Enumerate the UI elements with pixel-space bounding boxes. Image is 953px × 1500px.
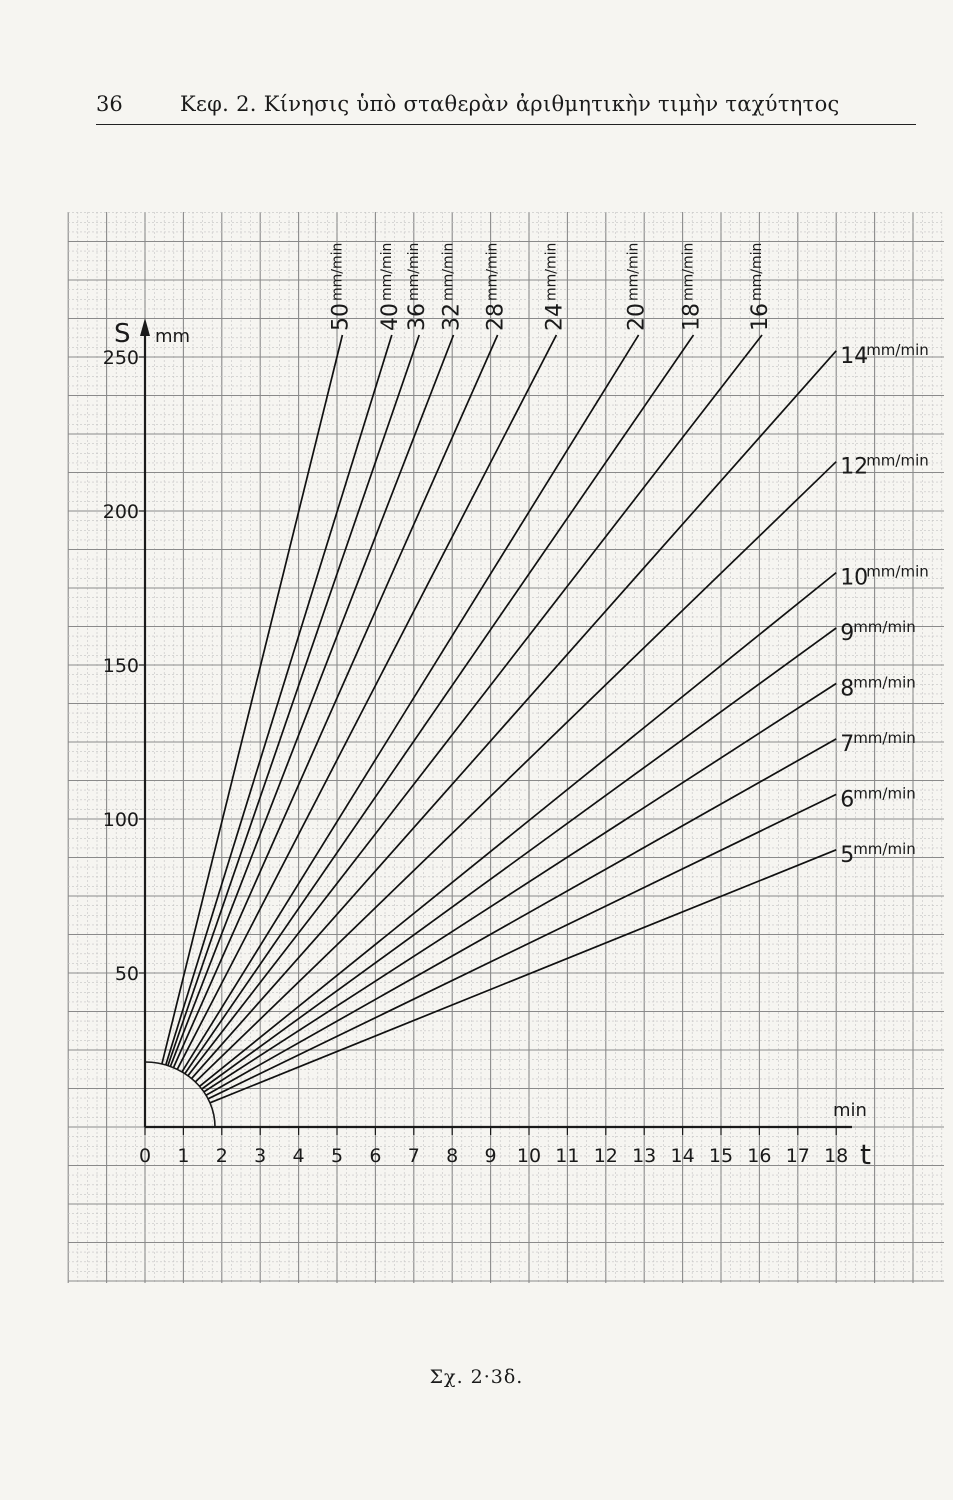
series-line-36 [168,335,419,1066]
x-tick-label: 6 [369,1145,382,1167]
series-label-36: 36 [405,303,431,331]
series-line-24 [177,335,556,1069]
series-label-group [484,243,509,331]
series-label-group [378,243,403,331]
series-unit-label: mm/min [543,242,560,301]
series-unit-label: mm/min [853,728,916,747]
series-label-18: 18 [679,303,705,331]
x-tick-label: 16 [747,1145,772,1167]
x-tick-label: 3 [254,1145,267,1167]
series-unit-label: mm/min [440,242,457,301]
series-unit-label: mm/min [749,242,765,301]
series-label-group [542,243,567,331]
page-heading: Κεφ. 2. Κίνησις ὑπὸ σταθερὰν ἀριθμητικὴν τιμὴν ταχύτητος [180,92,840,116]
series-label-7: 7 [840,731,855,757]
x-tick-label: 14 [670,1145,695,1167]
page-number: 36 [96,92,123,116]
x-tick-label: 0 [138,1145,152,1167]
x-tick-label: 17 [785,1145,810,1167]
series-label-14: 14 [840,343,869,369]
series-label-group [680,243,705,331]
series-unit-label: mm/min [625,242,642,301]
series-label-8: 8 [840,676,855,702]
x-tick-label: 1 [177,1145,190,1167]
x-tick-label: 4 [292,1145,305,1167]
series-unit-label: mm/min [329,242,346,301]
series-label-12: 12 [840,454,869,480]
series-unit-label: mm/min [406,242,423,301]
series-label-24: 24 [542,303,568,331]
y-tick-label: 150 [102,655,139,677]
x-tick-label: 11 [555,1145,580,1167]
series-line-9 [202,628,836,1089]
series-unit-label: mm/min [853,618,916,636]
series-unit-label: mm/min [680,242,697,301]
series-unit-label: mm/min [853,839,916,858]
x-tick-label: 2 [215,1145,228,1167]
series-line-6 [208,794,836,1098]
x-tick-label: 13 [632,1145,657,1167]
series-line-7 [206,739,836,1095]
figure-caption: Σχ. 2·3δ. [429,1366,524,1388]
series-label-20: 20 [624,303,650,331]
y-tick-label: 50 [114,963,139,985]
x-tick-label: 18 [824,1145,849,1167]
chart-grid [68,212,944,1283]
series-label-9: 9 [840,621,855,646]
series-line-16 [188,335,762,1076]
series-line-40 [166,335,392,1065]
series-label-group [405,243,430,331]
x-tick-label: 10 [516,1145,542,1167]
series-unit-label: mm/min [866,451,929,470]
series-label-6: 6 [840,787,855,813]
series-line-50 [162,335,343,1064]
series-label-32: 32 [439,303,465,331]
series-unit-label: mm/min [378,242,395,301]
y-tick-label: 200 [102,501,139,523]
chart-series-lines [162,335,836,1103]
x-tick-label: 5 [330,1145,344,1167]
series-label-28: 28 [483,303,509,331]
x-axis-unit: min [833,1100,867,1121]
series-label-group [440,243,465,331]
series-unit-label: mm/min [866,340,929,359]
chart-axes [114,318,871,1171]
series-label-group [328,243,353,331]
series-label-5: 5 [840,842,855,868]
y-axis-unit: mm [155,326,191,347]
x-tick-label: 9 [484,1145,497,1167]
series-unit-label: mm/min [484,242,501,301]
series-label-50: 50 [328,303,354,331]
x-tick-label: 8 [446,1145,459,1167]
y-axis-arrow [140,318,150,336]
y-axis-title: S [114,319,131,349]
series-label-group [625,243,650,331]
x-tick-label: 12 [593,1145,618,1167]
x-tick-label: 15 [708,1145,734,1167]
y-tick-label: 250 [102,347,139,369]
series-unit-label: mm/min [866,562,929,581]
series-label-40: 40 [377,303,403,331]
y-tick-label: 100 [102,809,139,831]
x-axis-title: t [860,1138,871,1171]
series-unit-label: mm/min [853,673,916,692]
series-label-10: 10 [840,565,869,591]
series-unit-label: mm/min [853,784,916,803]
x-tick-label: 7 [407,1145,420,1167]
series-label-group [748,243,773,331]
series-label-16: 16 [748,303,773,331]
